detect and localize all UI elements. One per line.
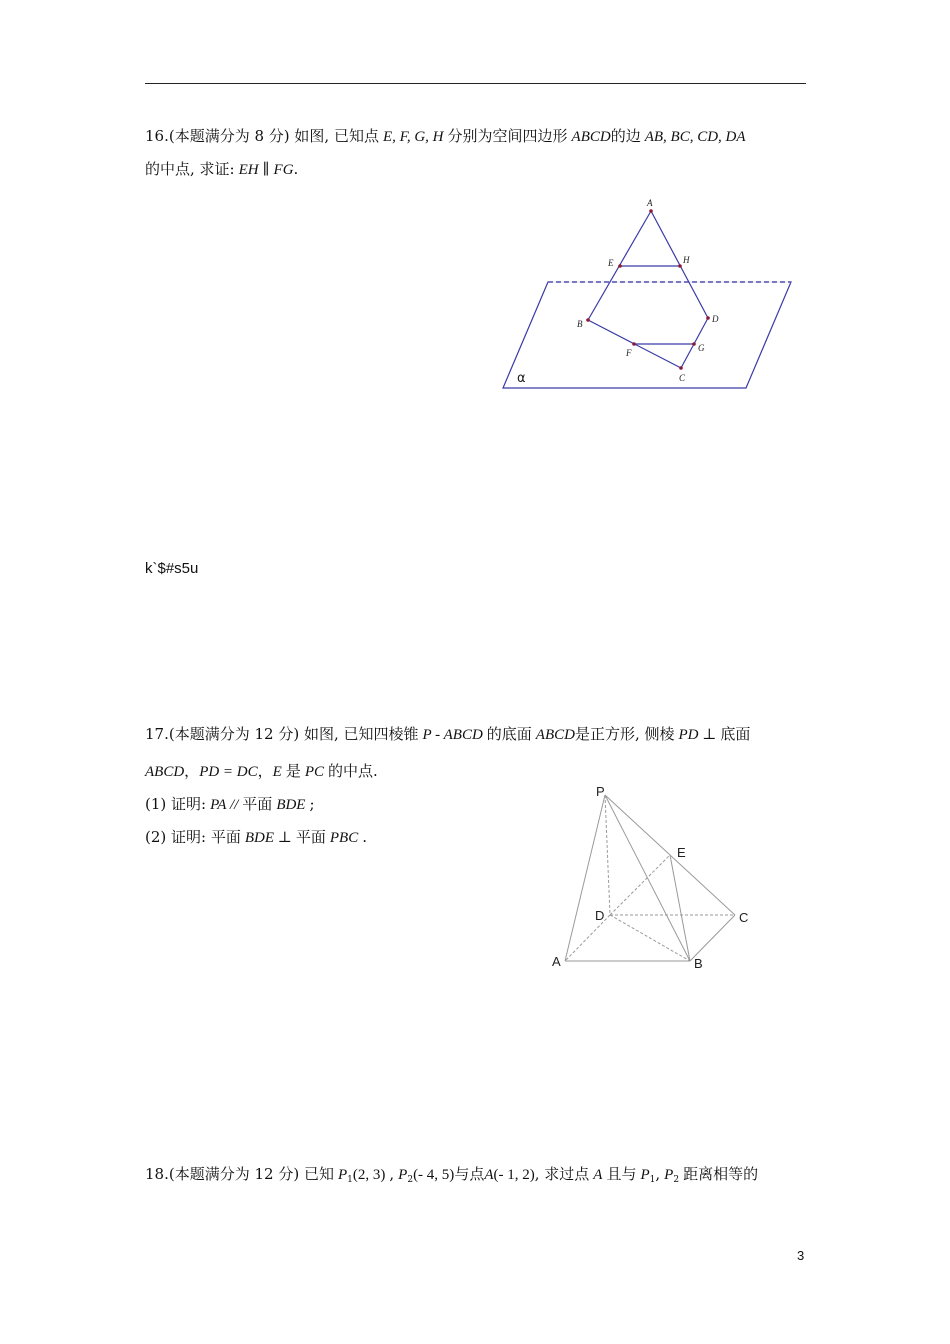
- q17-line2-abcd: ABCD: [145, 764, 185, 780]
- q17-base-word: 的底面: [486, 725, 532, 743]
- label-c: C: [679, 373, 686, 383]
- q17-pc: PC: [304, 764, 325, 780]
- q16-quad: ABCD: [571, 129, 611, 145]
- q16-points: E, F, G, H: [382, 129, 444, 145]
- label-b2: B: [694, 956, 703, 971]
- q17-part1: [145, 794, 315, 815]
- label-b: B: [577, 319, 583, 329]
- q18-tail: 距离相等的: [683, 1165, 759, 1183]
- q17-part2: [145, 827, 367, 848]
- q17-square: 是正方形, 侧棱: [574, 725, 675, 743]
- q18-comma: ,: [655, 1165, 661, 1183]
- q18-p2b-sub: 2: [673, 1175, 680, 1185]
- plane-alpha: [503, 282, 791, 388]
- q17-part2-bde: BDE ⊥: [244, 830, 292, 846]
- q16-number: 16.: [145, 127, 169, 145]
- point-e: [618, 264, 622, 268]
- page-number: 3: [797, 1248, 805, 1263]
- q18-head: (本题满分为 12 分) 已知: [168, 1165, 334, 1183]
- q16-end: .: [293, 160, 299, 178]
- q16-mid: 分别为空间四边形: [447, 127, 568, 145]
- label-c2: C: [739, 910, 749, 925]
- q18-p2-coord: (- 4, 5): [413, 1167, 455, 1183]
- q18-p2b: P: [664, 1167, 674, 1183]
- label-e2: E: [677, 845, 686, 860]
- q17-part1-plane: 平面: [242, 795, 273, 813]
- point-b: [586, 318, 590, 322]
- q17-pd-perp: PD ⊥: [678, 727, 717, 743]
- q16-line2-pre: 的中点, 求证:: [145, 160, 235, 178]
- q18-ask: , 求过点: [534, 1165, 590, 1183]
- q18-p1-coord: (2, 3): [352, 1167, 386, 1183]
- q16-eh: EH: [238, 162, 259, 178]
- q17-condition: PD = DC: [199, 764, 258, 780]
- q17-is: 是: [285, 762, 301, 780]
- q18-line1: [145, 1164, 758, 1190]
- q17-part1-bde: BDE: [276, 797, 306, 813]
- edge-pa: [565, 795, 605, 961]
- q17-head: (本题满分为 12 分) 如图, 已知四棱锥: [168, 725, 419, 743]
- q17-number: 17.: [145, 725, 169, 743]
- q18-number: 18.: [145, 1165, 169, 1183]
- q18-p2: P: [398, 1167, 408, 1183]
- q17-line1: [145, 724, 750, 745]
- q18-and: 且与: [606, 1165, 637, 1183]
- q18-p1-sub: 1: [347, 1175, 353, 1185]
- q18-p1b-sub: 1: [649, 1175, 656, 1185]
- q17-part2-end: .: [362, 828, 367, 846]
- q17-part2-plane: 平面: [295, 828, 326, 846]
- q17-midpoint: 的中点.: [328, 762, 378, 780]
- label-p: P: [596, 784, 605, 799]
- q17-part1-end: ;: [309, 795, 315, 813]
- label-alpha: α: [517, 371, 526, 386]
- q16-head: (本题满分为 8 分) 如图, 已知点: [168, 127, 379, 145]
- point-h: [678, 264, 682, 268]
- label-d: D: [712, 314, 719, 324]
- q17-e: E: [272, 764, 282, 780]
- q17-base2: 底面: [720, 725, 751, 743]
- q18-a: A: [484, 1167, 494, 1183]
- label-a2: A: [552, 954, 561, 969]
- q18-a-coord: (- 1, 2): [493, 1167, 535, 1183]
- label-g: G: [698, 343, 705, 353]
- q17-part2-pre: (2) 证明: 平面: [145, 828, 241, 846]
- point-g: [692, 342, 696, 346]
- edge-bc-base: [690, 915, 735, 961]
- point-a: [649, 209, 653, 213]
- q16-edge-word: 的边: [610, 127, 641, 145]
- q16-parallel: ∥: [262, 162, 270, 178]
- q17-abcd: ABCD: [535, 727, 575, 743]
- edge-pd-hidden: [605, 795, 610, 915]
- q18-sep: ,: [389, 1165, 395, 1183]
- point-c: [679, 366, 683, 370]
- q18-p1: P: [337, 1167, 348, 1183]
- label-e: E: [608, 258, 614, 268]
- q18-and-point: 与点: [454, 1165, 485, 1183]
- q17-pyramid: P - ABCD: [422, 727, 483, 743]
- q16-fg: FG: [273, 162, 294, 178]
- q17-part1-pre: (1) 证明:: [145, 795, 207, 813]
- label-h: H: [683, 255, 690, 265]
- q18-p1b: P: [640, 1167, 650, 1183]
- point-d: [706, 316, 710, 320]
- q17-part2-pbc: PBC: [329, 830, 359, 846]
- label-f: F: [626, 348, 632, 358]
- q16-edges: AB, BC, CD, DA: [644, 129, 746, 145]
- q17-part1-pa: PA //: [210, 797, 239, 813]
- q18-p2-sub: 2: [407, 1175, 414, 1185]
- label-d2: D: [595, 908, 605, 923]
- q17-line2: ABCD，PD = DC，E 是 PC 的中点.: [145, 762, 378, 780]
- q18-a2: A: [593, 1167, 603, 1183]
- stray-text: k`$#s5u: [145, 560, 199, 577]
- point-f: [632, 342, 636, 346]
- label-a: A: [647, 198, 653, 208]
